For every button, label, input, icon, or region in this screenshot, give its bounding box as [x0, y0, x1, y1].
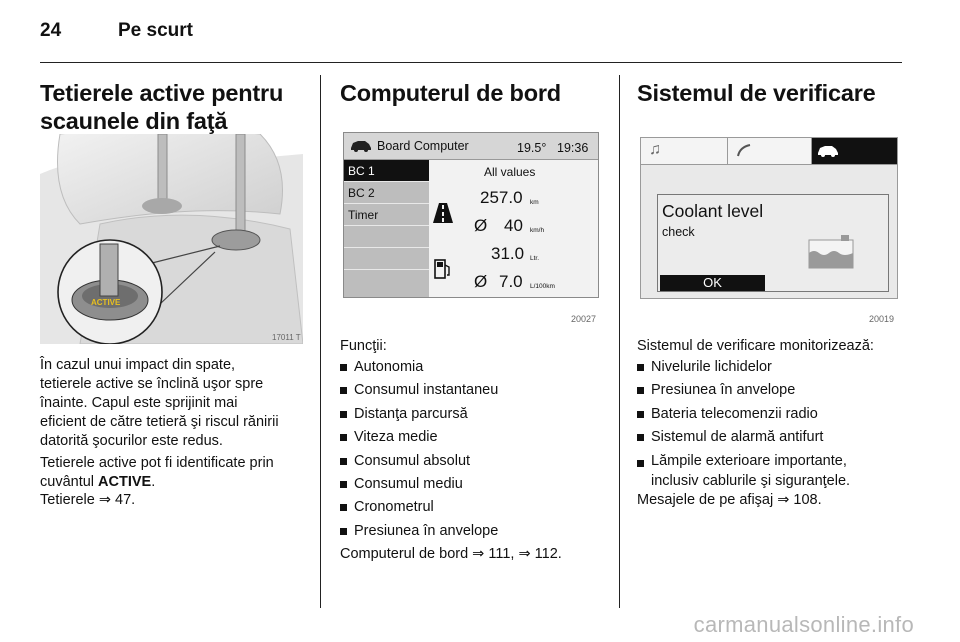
col3-list-continuation: inclusiv cablurile şi siguranţele. — [651, 473, 851, 489]
col2-reference[interactable]: Computerul de bord ⇒ 111, ⇒ 112. — [340, 546, 562, 562]
list-item: Bateria telecomenzii radio — [637, 403, 907, 426]
col1-paragraph-1: În cazul unui impact din spate, tetierele active se înclină uşor spre înainte. Capul este sprijinit mai eficient de către tetieră şi riscul rănirii datorită şocurilor este redus. — [40, 357, 279, 449]
list-item: Cronometrul — [340, 496, 610, 519]
bc-value-consumption: 7.0 — [499, 272, 523, 291]
col1-heading: Tetierele active pentru scaunele din faţă — [40, 80, 284, 134]
col1-paragraph-2: Tetierele active pot fi identificate prin cuvântul ACTIVE. — [40, 455, 274, 490]
col1-reference[interactable]: Tetierele ⇒ 47. — [40, 492, 136, 508]
music-note-icon: ♫ — [649, 141, 661, 158]
tab-phone[interactable] — [728, 138, 812, 165]
page-number: 24 — [40, 20, 62, 41]
bc-avg-symbol-2: Ø — [474, 272, 488, 291]
active-badge: ACTIVE — [91, 298, 121, 307]
bc-title: Board Computer — [377, 139, 469, 153]
check-control-display — [640, 137, 898, 299]
col3-intro: Sistemul de verificare monitorizează: — [637, 338, 874, 354]
board-computer-display — [343, 132, 599, 298]
bc-unit-speed: km/h — [530, 227, 545, 234]
tab-vehicle[interactable] — [812, 138, 897, 165]
headrest-illustration — [40, 134, 303, 344]
list-item: Presiunea în anvelope — [637, 379, 907, 402]
col2-function-list — [340, 356, 610, 543]
list-item: Viteza medie — [340, 426, 610, 449]
bc-unit-range: km — [530, 199, 539, 206]
bc-menu-timer[interactable]: Timer — [344, 204, 429, 226]
bc-title-bar — [344, 133, 598, 160]
cc-figure-code: 20019 — [869, 314, 895, 324]
list-item: Consumul instantaneu — [340, 379, 610, 402]
list-item: Consumul absolut — [340, 450, 610, 473]
col3-check-list — [637, 356, 907, 471]
list-item: Consumul mediu — [340, 473, 610, 496]
bc-value-speed: 40 — [504, 216, 523, 235]
list-item: Autonomia — [340, 356, 610, 379]
bc-avg-symbol-1: Ø — [474, 216, 488, 235]
column-divider-2 — [619, 75, 620, 608]
image-code: 17011 T — [272, 333, 301, 342]
message-box — [657, 194, 889, 292]
bc-temperature: 19.5° — [517, 141, 547, 155]
bc-menu-empty-2 — [344, 248, 429, 270]
section-title: Pe scurt — [118, 20, 193, 41]
headrest-drawing — [40, 134, 303, 344]
car-icon — [817, 145, 839, 157]
column-divider-1 — [320, 75, 321, 608]
phone-icon — [736, 144, 752, 158]
tab-audio[interactable] — [641, 138, 728, 165]
watermark: carmanualsonline.info — [693, 612, 914, 637]
header-rule — [40, 62, 902, 63]
col2-intro: Funcţii: — [340, 338, 387, 354]
list-item: Presiunea în anvelope — [340, 520, 610, 543]
bc-unit-consumption: L/100km — [530, 283, 555, 290]
bc-values-panel — [429, 160, 598, 297]
message-subtitle: check — [662, 225, 695, 239]
list-item: Distanţa parcursă — [340, 403, 610, 426]
message-title: Coolant level — [662, 201, 764, 221]
col3-heading: Sistemul de verificare — [637, 80, 876, 106]
bc-value-fuel-used: 31.0 — [491, 244, 525, 263]
list-item: Nivelurile lichidelor — [637, 356, 907, 379]
coolant-reservoir-icon — [808, 235, 854, 269]
list-item: Lămpile exterioare importante, — [637, 452, 907, 471]
bc-value-range: 257.0 — [480, 188, 523, 207]
col2-heading: Computerul de bord — [340, 80, 561, 106]
active-keyword: ACTIVE — [98, 474, 152, 490]
list-item: Sistemul de alarmă antifurt — [637, 426, 907, 449]
ok-button[interactable]: OK — [660, 275, 765, 291]
bc-menu-bc1[interactable]: BC 1 — [344, 160, 429, 182]
car-icon — [350, 140, 372, 152]
fuel-pump-icon — [434, 258, 452, 280]
bc-panel-title: All values — [484, 165, 536, 179]
bc-unit-fuel-used: Ltr. — [530, 255, 540, 262]
bc-menu-bc2[interactable]: BC 2 — [344, 182, 429, 204]
bc-menu-empty-1 — [344, 226, 429, 248]
bc-time: 19:36 — [557, 141, 589, 155]
road-icon — [432, 202, 454, 224]
bc-figure-code: 20027 — [571, 314, 597, 324]
col3-reference[interactable]: Mesajele de pe afişaj ⇒ 108. — [637, 492, 822, 508]
